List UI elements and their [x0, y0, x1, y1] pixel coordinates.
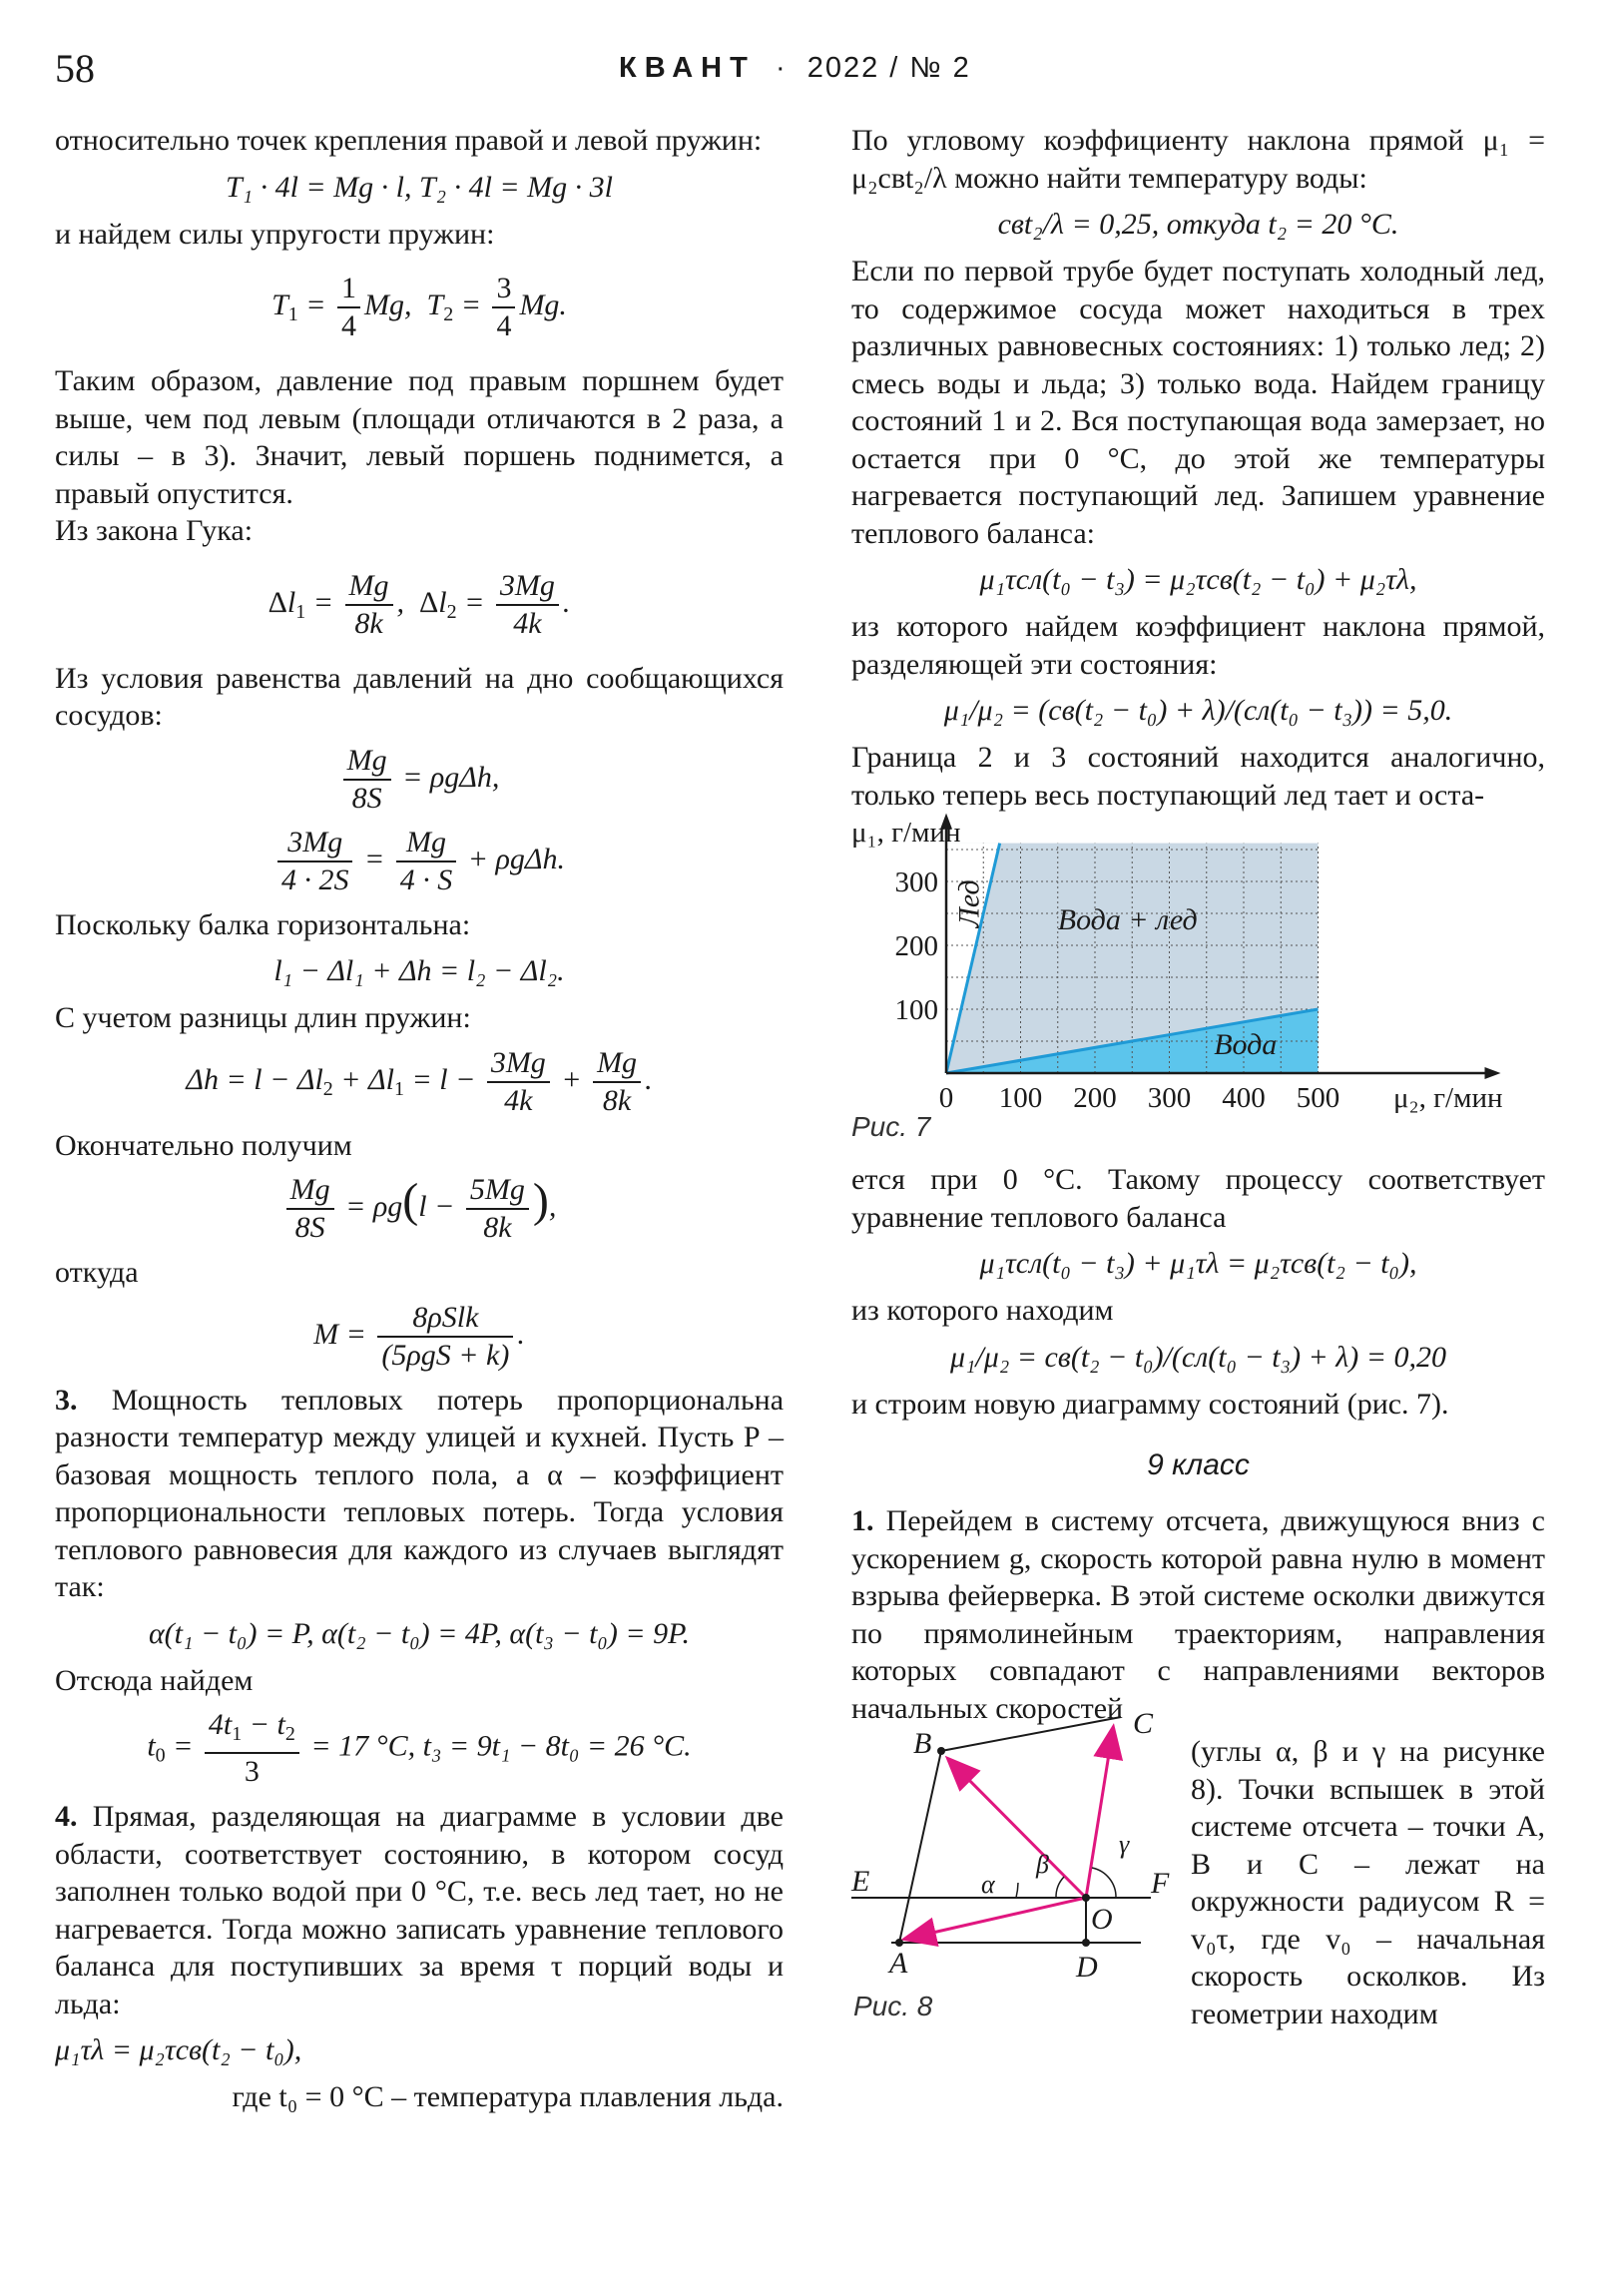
paragraph: Окончательно получим — [55, 1128, 352, 1162]
paragraph: ется при 0 °С. Такому процессу соответствует уравнение теплового баланса — [851, 1163, 1545, 1234]
phase-diagram-chart — [851, 817, 1545, 1121]
figure-8-caption: Рис. 8 — [853, 1991, 933, 2021]
equation-moments: T₁ · 4l = Mg · l, T₂ · 4l = Mg · 3l — [225, 170, 614, 204]
equation-pressure-2: $\frac{3Mg}{4 \cdot 2S}$ = $\frac{Mg}{4 \cdot S}$ + ρgΔh. — [55, 825, 784, 898]
equation-balance-2: μ₁τcл(t₀ − t₃) = μ₂τcв(t₂ − t₀) + μ₂τλ, — [979, 563, 1417, 596]
equation-final: $\frac{Mg}{8S}$ = ρg(l − $\frac{5Mg}{8k}$ ), — [55, 1172, 784, 1246]
equation-pressure-1: $\frac{Mg}{8S}$ = ρgΔh, — [55, 743, 784, 817]
problem-text: Перейдем в систему отсчета, движущуюся вниз с ускорением g, скорость которой равна нулю в момент взрыва фейерверка. В этой системе осколки движутся по прямолинейным траекториям, направления которых совпадают с направлениями векторов начальных скоростей — [851, 1504, 1545, 1725]
header-separator: · — [775, 52, 788, 84]
arc-gamma — [1092, 1868, 1116, 1898]
page-number: 58 — [55, 46, 95, 91]
equation-delta-h: $\Delta h = l - \Delta l_2 + \Delta l_1 = l$ − $\frac{3Mg}{4k}$ + $\frac{Mg}{8k}$ . — [186, 1045, 653, 1117]
right-column — [851, 122, 1545, 2122]
equation-beam: l₁ − Δl₁ + Δh = l₂ − Δl₂. — [273, 954, 565, 987]
label-alpha: α — [981, 1870, 995, 1899]
paragraph: из которого находим — [851, 1294, 1114, 1327]
label-F: F — [1151, 1867, 1170, 1900]
figure-8 — [851, 1707, 1181, 2112]
problem-text: Прямая, разделяющая на диаграмме в условии две области, соответствует состоянию, в котором сосуд заполнен только водой при 0 °С, т.е. весь лед тает, но не нагревается. Тогда можно записать уравнение теплового баланса для поступивших за время τ порций воды и льда: — [55, 1800, 784, 2020]
paragraph: С учетом разницы длин пружин: — [55, 1001, 471, 1034]
equation-t0: $t_0$ = $\frac{4t_1 - t_2}{3}$ = 17 °C, t₃ = 9t₁ − 8t₀ = 26 °C. — [147, 1708, 692, 1788]
label-E: E — [851, 1865, 870, 1898]
equation-ratio-2: μ₁/μ₂ = cв(t₂ − t₀)/(cл(t₀ − t₃) + λ) = 0,20 — [949, 1340, 1447, 1374]
x-axis-arrow — [1485, 1067, 1501, 1079]
paragraph: Из закона Гука: — [55, 514, 254, 547]
equation-temperature: cвt₂/λ = 0,25, откуда t₂ = 20 °C. — [997, 208, 1399, 241]
paragraph: относительно точек крепления правой и левой пружин: — [55, 124, 763, 157]
x-tick-label: 500 — [1296, 1082, 1340, 1114]
vector-OA — [906, 1898, 1086, 1939]
problem-number: 3. — [55, 1383, 78, 1417]
label-D: D — [1076, 1951, 1098, 1984]
equation-balance-3: μ₁τcл(t₀ − t₃) + μ₁τλ = μ₂τcв(t₂ − t₀), — [979, 1247, 1417, 1280]
left-column — [55, 122, 784, 2116]
y-tick-label: 300 — [894, 866, 938, 898]
label-A: A — [889, 1947, 908, 1980]
label-C: C — [1133, 1707, 1154, 1740]
paragraph: Таким образом, давление под правым поршнем будет выше, чем под левым (площади отличаются в 2 раза, а силы – в 3). Значит, левый поршень поднимется, а правый опустится. — [55, 364, 784, 510]
label-B: B — [913, 1727, 932, 1760]
region-label-ice: Лед — [952, 879, 986, 928]
equation-alpha: α(t₁ − t₀) = P, α(t₂ − t₀) = 4P, α(t₃ − t₀) = 9P. — [148, 1616, 691, 1650]
arc-beta — [1056, 1877, 1064, 1898]
x-tick-label: 300 — [1147, 1082, 1192, 1114]
paragraph: (углы α, β и γ на рисунке 8). Точки вспышек в этой системе отсчета – точки A, B и C – лежат на окружности радиусом R = v₀τ, где v₀ – начальная скорость осколков. Из геометрии находим — [1191, 1735, 1545, 2030]
problem-text: Мощность тепловых потерь пропорциональна разности температур между улицей и кухней. Пусть P – базовая мощность теплого пола, а α – коэффициент пропорциональности тепловых потерь. Тогда условия теплового равновесия для каждого из случаев выглядят так: — [55, 1383, 785, 1603]
journal-name: КВАНТ — [619, 52, 756, 84]
paragraph: По угловому коэффициенту наклона прямой μ₁ = μ₂cвt₂/λ можно найти температуру воды: — [851, 124, 1545, 195]
paragraph: Поскольку балка горизонтальна: — [55, 907, 471, 941]
label-beta: β — [1036, 1850, 1049, 1879]
section-heading: 9 класс — [1147, 1448, 1250, 1481]
journal-header — [619, 52, 971, 85]
label-O: O — [1091, 1903, 1113, 1936]
equation-t0-tail: = 17 °C, t₃ = 9t₁ − 8t₀ = 26 °C. — [310, 1729, 692, 1763]
x-tick-label: 0 — [938, 1082, 954, 1114]
x-axis-label: μ₂, г/мин — [1392, 1082, 1503, 1114]
vector-OB — [949, 1760, 1086, 1898]
paragraph: Если по первой трубе будет поступать холодный лед, то содержимое сосуда может находиться в трех различных равновесных состояниях: 1) только лед; 2) смесь воды и льда; 3) только вода. Найдем границу состояний 1 и 2. Вся поступающая вода замерзает, но остается при 0 °С, до этой же температуры нагревается поступающий лед. Запишем уравнение теплового баланса: — [851, 255, 1545, 550]
figure-8-block — [851, 1707, 1545, 2122]
paragraph: где t₀ = 0 °C – температура плавления льда. — [232, 2080, 784, 2113]
paragraph: откуда — [55, 1256, 139, 1289]
paragraph: Из условия равенства давлений на дно сообщающихся сосудов: — [55, 661, 784, 732]
problem-number: 4. — [55, 1800, 78, 1833]
region-label-water: Вода — [1214, 1027, 1278, 1061]
paragraph: и строим новую диаграмму состояний (рис. 7). — [851, 1387, 1449, 1421]
point-B — [937, 1747, 945, 1755]
problem-9-1 — [851, 1502, 1545, 1727]
paragraph: Граница 2 и 3 состояний находится аналогично, только теперь весь поступающий лед тает и оста- — [851, 741, 1545, 812]
equation-hooke: $\Delta l_1$ = $\frac{Mg}{8k}$ , $\Delta l_2$ = $\frac{3Mg}{4k}$ . — [267, 568, 571, 640]
problem-number: 1. — [851, 1504, 874, 1537]
problem-3 — [55, 1382, 784, 1606]
equation-tensions: $T_1$ = $\frac{1}{4}$ Mg, $T_2$ = $\frac{3}{4}$ Mg. — [271, 272, 567, 342]
y-tick-label: 200 — [894, 930, 938, 962]
figure-7-caption: Рис. 7 — [851, 1111, 931, 1142]
y-tick-label: 100 — [894, 994, 938, 1026]
equation-ratio-1: μ₁/μ₂ = (cв(t₂ − t₀) + λ)/(cл(t₀ − t₃)) = 5,0. — [943, 694, 1453, 727]
equation-mass: M = $\frac{\text{8ρSlk}}{\text{(5ρgS + k)}}$ . — [313, 1300, 525, 1372]
x-tick-label: 100 — [998, 1082, 1043, 1114]
paragraph: Отсюда найдем — [55, 1663, 254, 1697]
label-gamma: γ — [1119, 1830, 1130, 1859]
point-D — [1082, 1939, 1090, 1947]
y-axis-label: μ₁, г/мин — [851, 817, 961, 849]
segment-AB — [899, 1751, 941, 1943]
paragraph: и найдем силы упругости пружин: — [55, 217, 495, 251]
figure-7 — [851, 817, 1545, 1161]
x-tick-label: 400 — [1222, 1082, 1266, 1114]
point-O — [1082, 1894, 1090, 1902]
equation-balance-1: μ₁τλ = μ₂τcв(t₂ − t₀), — [55, 2033, 302, 2066]
paragraph: из которого найдем коэффициент наклона прямой, разделяющей эти состояния: — [851, 610, 1545, 681]
vector-OC — [1086, 1729, 1113, 1898]
point-A — [895, 1939, 903, 1947]
arc-alpha — [1016, 1883, 1018, 1898]
problem-4 — [55, 1798, 784, 2022]
region-label-mix: Вода + лед — [1057, 903, 1198, 936]
x-tick-label: 200 — [1073, 1082, 1117, 1114]
journal-issue: 2022 / № 2 — [806, 52, 971, 84]
